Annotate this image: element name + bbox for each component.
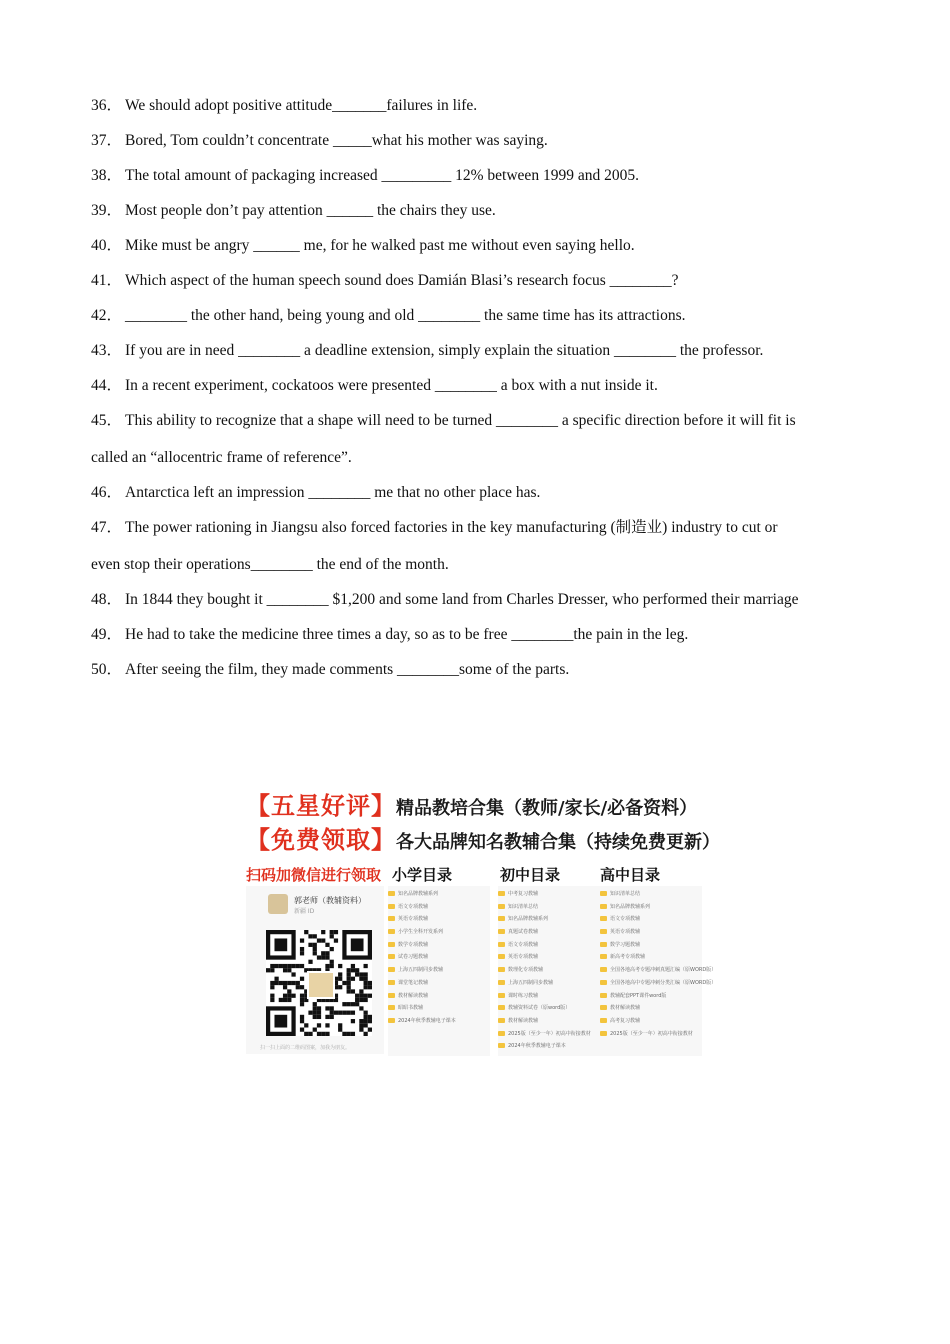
- catalog-item-label: 新高考专项教辅: [610, 954, 646, 961]
- folder-icon: [498, 1018, 505, 1023]
- catalog-item-label: 教材解读教辅: [610, 1005, 641, 1012]
- catalog-item-label: 小学生全科开发系列: [398, 929, 444, 936]
- question-text: If you are in need ________ a deadline extension, simply explain the situation ________ the professor.: [125, 342, 764, 359]
- folder-icon: [498, 980, 505, 985]
- question-number: 50．: [91, 661, 123, 678]
- folder-icon: [388, 954, 395, 959]
- catalog-item[interactable]: [498, 939, 600, 952]
- card-name: 郭老师（教辅资料）: [294, 896, 366, 905]
- folder-icon: [498, 916, 505, 921]
- catalog-item[interactable]: [498, 888, 600, 901]
- catalog-item-label: 语文专项教辅: [610, 916, 641, 923]
- catalog-item[interactable]: [388, 964, 490, 977]
- avatar: [268, 894, 288, 914]
- question-number: 48．: [91, 591, 123, 608]
- catalog-item[interactable]: [388, 926, 490, 939]
- folder-icon: [388, 891, 395, 896]
- folder-icon: [498, 1005, 505, 1010]
- question-number: 39．: [91, 202, 123, 219]
- question-text-continued: even stop their operations________ the end of the month.: [91, 556, 449, 573]
- catalog-item[interactable]: [600, 1015, 702, 1028]
- folder-icon: [388, 942, 395, 947]
- catalog-item-label: 知识清单总结: [508, 903, 539, 910]
- question-text: Mike must be angry ______ me, for he walked past me without even saying hello.: [125, 237, 635, 254]
- folder-icon: [600, 929, 607, 934]
- folder-icon: [498, 954, 505, 959]
- catalog-item[interactable]: [388, 913, 490, 926]
- question-number: 45．: [91, 412, 123, 429]
- catalog-item-label: 全国各地高考专题冲刺真题汇编（原WORD版）: [610, 967, 717, 974]
- folder-icon: [600, 954, 607, 959]
- question-number: 46．: [91, 484, 123, 501]
- primary-catalog-title: 小学目录: [392, 866, 453, 884]
- question-number: 43．: [91, 342, 123, 359]
- question-number: 40．: [91, 237, 123, 254]
- folder-icon: [600, 916, 607, 921]
- catalog-item[interactable]: [498, 990, 600, 1003]
- folder-icon: [388, 967, 395, 972]
- catalog-item-label: 课时练习教辅: [508, 992, 539, 999]
- question-item: [91, 306, 861, 326]
- folder-icon: [498, 929, 505, 934]
- catalog-item-label: 2025版（至少一年）初高中衔接教材: [508, 1030, 591, 1037]
- catalog-item-label: 真题试卷教辅: [508, 929, 539, 936]
- promo-headline-1-black: 精品教培合集（教师/家长/必备资料）: [396, 798, 698, 819]
- catalog-item[interactable]: [498, 913, 600, 926]
- question-number: 44．: [91, 377, 123, 394]
- promo-headline-1: [246, 786, 697, 821]
- catalog-item-label: 英语专项教辅: [398, 916, 429, 923]
- catalog-item-label: 2025版（至少一年）初高中衔接教材: [610, 1030, 693, 1037]
- catalog-item-label: 英语专项教辅: [508, 954, 539, 961]
- catalog-item-label: 全国各地高中专题冲刺分类汇编（原WORD版）: [610, 979, 717, 986]
- catalog-item[interactable]: [498, 964, 600, 977]
- catalog-item-label: 上海五四制同步教辅: [508, 979, 554, 986]
- catalog-item[interactable]: [388, 901, 490, 914]
- question-item: [91, 411, 861, 468]
- folder-icon: [600, 1005, 607, 1010]
- folder-icon: [388, 1018, 395, 1023]
- folder-icon: [498, 942, 505, 947]
- question-number: 36．: [91, 97, 123, 114]
- question-item: [91, 166, 861, 186]
- catalog-item[interactable]: [600, 913, 702, 926]
- question-number: 47．: [91, 519, 123, 536]
- question-number: 49．: [91, 626, 123, 643]
- catalog-item[interactable]: [600, 1002, 702, 1015]
- catalog-item-label: 中考复习教辅: [508, 891, 539, 897]
- question-text: This ability to recognize that a shape will need to be turned ________ a specific direction before it will fit is: [125, 412, 796, 429]
- promo-headline-1-red: 【五星好评】: [246, 792, 396, 820]
- catalog-item-label: 试卷习题教辅: [398, 954, 429, 961]
- high-catalog-title: 高中目录: [600, 866, 661, 884]
- scan-instruction: 扫码加微信进行领取: [246, 866, 382, 884]
- folder-icon: [388, 980, 395, 985]
- question-item: [91, 625, 861, 645]
- catalog-item-label: 数理化专项教辅: [508, 967, 544, 974]
- primary-catalog-list: [388, 886, 490, 1056]
- question-item: [91, 660, 861, 680]
- question-text: The total amount of packaging increased _________ 12% between 1999 and 2005.: [125, 167, 639, 184]
- catalog-item[interactable]: [388, 939, 490, 952]
- catalog-item-label: 知名品牌教辅系列: [398, 891, 439, 897]
- catalog-item[interactable]: [388, 977, 490, 990]
- catalog-item-label: 课堂笔记教辅: [398, 979, 429, 986]
- folder-icon: [388, 904, 395, 909]
- folder-icon: [498, 1031, 505, 1036]
- folder-icon: [600, 891, 607, 896]
- folder-icon: [388, 916, 395, 921]
- catalog-item[interactable]: [600, 990, 702, 1003]
- question-number: 38．: [91, 167, 123, 184]
- question-text: Bored, Tom couldn’t concentrate _____what his mother was saying.: [125, 132, 548, 149]
- folder-icon: [498, 1043, 505, 1048]
- catalog-item[interactable]: [600, 964, 717, 977]
- folder-icon: [388, 929, 395, 934]
- folder-icon: [600, 993, 607, 998]
- folder-icon: [600, 942, 607, 947]
- question-text: Most people don’t pay attention ______ the chairs they use.: [125, 202, 496, 219]
- question-text: In a recent experiment, cockatoos were presented ________ a box with a nut inside it.: [125, 377, 658, 394]
- question-item: [91, 96, 861, 116]
- question-number: 37．: [91, 132, 123, 149]
- question-text: Antarctica left an impression ________ me that no other place has.: [125, 484, 541, 501]
- question-text: In 1844 they bought it ________ $1,200 and some land from Charles Dresser, who performed their marriage: [125, 591, 799, 608]
- catalog-item[interactable]: [388, 951, 490, 964]
- middle-catalog-title: 初中目录: [500, 866, 561, 884]
- question-text: ________ the other hand, being young and old ________ the same time has its attractions.: [125, 307, 686, 324]
- question-text: The power rationing in Jiangsu also forced factories in the key manufacturing (制造业) industry to cut or: [125, 519, 778, 536]
- folder-icon: [600, 1031, 607, 1036]
- catalog-item[interactable]: [498, 901, 600, 914]
- catalog-item[interactable]: [600, 939, 702, 952]
- catalog-item[interactable]: [388, 1015, 490, 1028]
- catalog-item-label: 高考复习教辅: [610, 1017, 641, 1024]
- catalog-item-label: 语文专项教辅: [508, 941, 539, 948]
- catalog-item-label: 语文专项教辅: [398, 903, 429, 910]
- folder-icon: [600, 967, 607, 972]
- catalog-item[interactable]: [498, 926, 600, 939]
- high-catalog-list: [600, 886, 717, 1056]
- question-text-continued: called an “allocentric frame of reference”.: [91, 449, 352, 466]
- catalog-item[interactable]: [498, 1015, 600, 1028]
- catalog-item-label: 2024年秋季教辅电子课本: [398, 1017, 456, 1024]
- folder-icon: [600, 1018, 607, 1023]
- question-item: [91, 483, 861, 503]
- question-number: 41．: [91, 272, 123, 289]
- card-footnote: 扫一扫上面的二维码图案，加我为朋友。: [260, 1045, 351, 1051]
- middle-catalog-list: [498, 886, 600, 1056]
- catalog-item-label: 知识清单总结: [610, 891, 641, 897]
- question-item: [91, 271, 861, 291]
- catalog-item[interactable]: [498, 1002, 600, 1015]
- catalog-item[interactable]: [498, 1028, 600, 1041]
- catalog-item[interactable]: [600, 926, 702, 939]
- catalog-item[interactable]: [498, 951, 600, 964]
- question-item: [91, 236, 861, 256]
- catalog-item-label: 上海五四制同步教辅: [398, 967, 444, 974]
- catalog-item[interactable]: [600, 888, 702, 901]
- question-item: [91, 201, 861, 221]
- catalog-item[interactable]: [388, 888, 490, 901]
- question-text: He had to take the medicine three times a day, so as to be free ________the pain in the leg.: [125, 626, 689, 643]
- catalog-item[interactable]: [600, 1028, 702, 1041]
- catalog-item[interactable]: [600, 977, 717, 990]
- question-number: 42．: [91, 307, 123, 324]
- question-item: [91, 376, 861, 396]
- promo-headline-2-red: 【免费领取】: [246, 826, 396, 854]
- question-text: After seeing the film, they made comments ________some of the parts.: [125, 661, 570, 678]
- catalog-item[interactable]: [600, 901, 702, 914]
- catalog-item-label: 教材解读教辅: [398, 992, 429, 999]
- catalog-item-label: 教辅配套PPT课件word版: [610, 992, 667, 999]
- catalog-item[interactable]: [600, 951, 702, 964]
- folder-icon: [498, 904, 505, 909]
- qr-code-icon[interactable]: [266, 930, 372, 1036]
- catalog-item-label: 数学习题教辅: [610, 941, 641, 948]
- question-item: [91, 518, 861, 575]
- catalog-item[interactable]: [498, 1040, 600, 1053]
- catalog-item[interactable]: [388, 990, 490, 1003]
- catalog-item[interactable]: [498, 977, 600, 990]
- catalog-item-label: 教辅资料试卷（原word版）: [508, 1005, 571, 1012]
- folder-icon: [600, 904, 607, 909]
- catalog-item-label: 2024年秋季教辅电子课本: [508, 1043, 566, 1050]
- question-list: [91, 96, 861, 695]
- catalog-item-label: 数学专项教辅: [398, 941, 429, 948]
- folder-icon: [600, 980, 607, 985]
- question-text: We should adopt positive attitude_______failures in life.: [125, 97, 478, 114]
- promo-headline-2-black: 各大品牌知名教辅合集（持续免费更新）: [396, 832, 720, 853]
- question-text: Which aspect of the human speech sound does Damián Blasi’s research focus ________?: [125, 272, 679, 289]
- qr-logo: [307, 971, 335, 999]
- question-item: [91, 590, 861, 610]
- promo-headline-2: [246, 820, 720, 855]
- folder-icon: [388, 993, 395, 998]
- folder-icon: [498, 993, 505, 998]
- catalog-item[interactable]: [388, 1002, 490, 1015]
- catalog-item-label: 昭昭书教辅: [398, 1005, 424, 1012]
- card-sub: 新疆 ID: [294, 908, 315, 915]
- question-item: [91, 131, 861, 151]
- catalog-item-label: 知名品牌教辅系列: [610, 903, 651, 910]
- folder-icon: [498, 967, 505, 972]
- wechat-card: [246, 886, 384, 1054]
- question-item: [91, 341, 861, 361]
- promo-banner: [246, 786, 720, 1056]
- folder-icon: [388, 1005, 395, 1010]
- catalog-item-label: 知名品牌教辅系列: [508, 916, 549, 923]
- catalog-item-label: 英语专项教辅: [610, 929, 641, 936]
- folder-icon: [498, 891, 505, 896]
- catalog-item-label: 教材解读教辅: [508, 1017, 539, 1024]
